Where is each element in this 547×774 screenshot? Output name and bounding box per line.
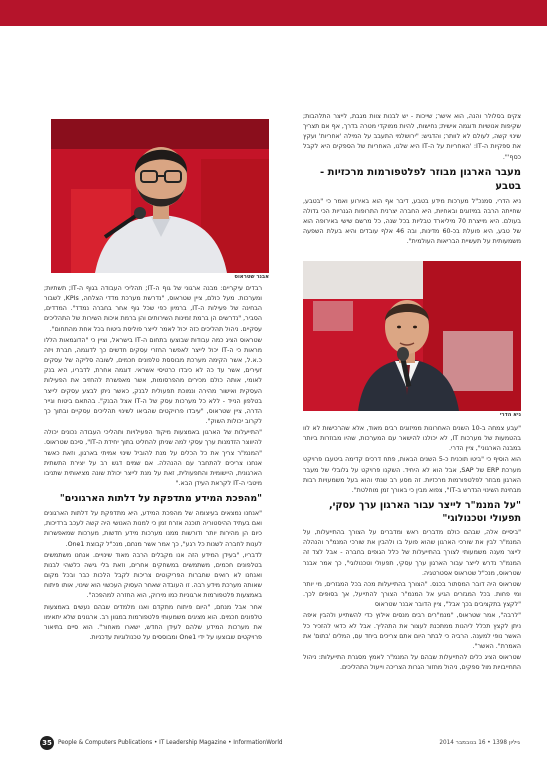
photo-nia-hadari xyxy=(303,261,521,411)
article-paragraph: "עבע צמחה ב-10 השנים האחרונות ממיזוגים רבים מאוד, אלא שהרכישות לא לוו בהטמעות של מערכות IT, לא יכולנו להישאר עם המערכות, שהיו מבוזרות ביותר במבנה הארגוני", ציין הדרי. xyxy=(303,425,521,453)
article-paragraph: "התייעלות של הארגון באמצעות מיקוד הפעילויות ותהליכי העבודה נכונים יכולה להיווצר הזדמנות ערך עסקי למה שניתן להחליט בתוך יחידת ה-IT", סיכם שטראוס. "המנמ"ר צריך את כל הכלים על מנת להוביל שינוי אמיתי בארגון, וזאת כאשר אנחנו צריכים להתחבר עם ההנהלה. אם שמים דגש רב על יצירת התשתית הארגונית, היישומית והתפעולית, זאת על מנת לייצר יכולת שונה מציאותית שתניבו מיטבי ה-IT לקראת העידן הבא." xyxy=(44,429,262,487)
top-color-band xyxy=(0,0,547,26)
page-footer xyxy=(40,736,520,750)
speaker-photo-illustration xyxy=(303,261,521,411)
article-paragraph: לדבריו, "בעידן המידע הזה אנו מקבלים הרבה מאוד שינויים. אנחנו משתמשים בטלפונים חכמים, משתמשים במשחקים אחרים, וזאת בלי גישה כלשהי לבנות ואנחנו לא רואים שחברות הפריקוטים צריכות לקבל הלכות כבר ובכל מקום שאותה מערכת מידע רבה. זו העובדה שאחר העסוק העכשוי הוא שינוי, אותו פיתוח באמצעות פלטפורמות ארגוניות כמו מירוק, הוא החזרה למהפכה". xyxy=(44,551,262,600)
right-column xyxy=(303,112,521,249)
article-paragraph: שטראוס הציג כמה עבודות שבוצעו בתחום ה-IT בישראל, וציין כי "הדוגמאות הללו מראות כי ה-IT יכול לייצר לאפשר החזרי עסקים חדשים כך לדוגמה, חברת ויזה כ.א.ל, אשר הקימה מערכת מבוססת טלפונים חכמים, לשובה סליקה של עסקים זעירים, אשר עד כה לא כיבדו כרטיסי אשראי. דוגמה אחרת, לדבריו, היא בנק לאומי, אותה כולם מכירים מהפרסומות, אשר מאפשרת להחזיב את הפעילות העסקית ואישור מהירה ונמוכת תפעולית לבנק, כאשר ניתן לבצע עסקים לייצר בטלפון הנייד - ללא כל מערכות עסק של ה-IT אצל הבנק". בהתאם ביטוח וגייר הדרה, ציין שטראוס, "עיבדו פרויקטים שהביאו לשינוי תהליכים עסקיים ובתוך כך לקרוב יכולות השוק". xyxy=(44,336,263,426)
article-paragraph: שטראוס היה דובר המסתור בכנס. "הצורך בהתייעלות מכה בכל המגזרים, מי יותר ומי פחות. בכל המגזרים הגיע אל המנמ"ר הצורך להתייעל, אך בסופים לכך. "לקצץ בתקציבים בכך אבל", ציין הדובר אבנר שטראוס xyxy=(303,580,521,609)
left-column xyxy=(44,284,262,644)
article-paragraph: הוא הוסיף כי "ביטו תוכנית כ-5 השנים הבאות, פתח דרכים קדימה ביטעבו פרויקט מערכת ERP של SAP, אבל הוא לא היחיד. השקנו פרויקט על גלובלי של מעבר הארגון מבוזר לפלטפורמות מרכזיות. זה מסע רב שנתי והוא בעל משמעויות רבות מבחינת השינוי הנדרש ב-IT", צפוא מבין כי באורך זמן מוחלטת". xyxy=(303,456,522,494)
article-paragraph: ניא הדרי, סמנכ"ל מערכות מידע בטבע, דיבר אף הוא באירוע ואמר כי "בטבע, שחייתה הרבה במיזוגים ובאחיות, היא החברה יצרנית התרופות הגנריות הכי גדולה בעולם. היא מייצרת 70 מיליארד טבליות בכל שנה, כל מרשם שישי באירופה הוא של טבע, היא פועלת בכ-60 מדינות, ובה 46 אלף עובדים והיא בעלת השפעה משמעותית על תעשיית הבריאות העולמית". xyxy=(303,197,521,246)
photo-avner-strauss xyxy=(51,119,269,273)
article-paragraph: צקים בסלולר והנה, הוא אישר; שייכות - יש לבנות צוות מגבת, לייצר התלהבות; שקיפות אנושיות ודוגמה אישית; נחישות, להיות ממוקדי מטרה בדרך, אף אם תצריך שינוי קשה, לעולם לא לוותר; והדגיש: "ירושלמי התעבב על המילה 'אחריות' ועקץ את ספקיות ה-IT: 'האחריות על ה-IT היא שלנו, האחריות של הספקים היא לקבל כסף'". xyxy=(303,113,521,161)
photo-caption: ניא הדרי xyxy=(499,412,521,418)
article-paragraph: "אנחנו נמצאים בעיצומה של מהפכת המידע, היא מתדפקת על דלתות הארגונים ואם בעתיד ההיסטוריה תוכנה אזרח זמן כי למנות האנושי היה קשה לעכב ברדיכות, כיום הן מהירות יותר ודורשות ממנו מערכות מידע חדשות, מערכות שמאפשרות לענות לחברה לשנות כל רגע", כך אמר אשר מנחם, מנכ"ל קבוצת One1. xyxy=(44,510,262,548)
section-heading-info-revolution: "מהפכת המידע מתדפקת על דלתות הארגונים" xyxy=(59,493,262,505)
photo-caption: אבנר שטראוס xyxy=(234,274,269,280)
section-heading-cio-value: "על המנמ"ר לייצר עבור הארגון ערך עסקי, תפעולי וטכנולוגי" xyxy=(328,500,521,525)
page-number: 35 xyxy=(40,736,54,750)
footer-issue: גיליון 1398 • 16 בנובמבר 2014 xyxy=(439,740,520,746)
article-paragraph: "לרבה", אמר שטראוס, "מנמ"רים רבים מנסים אילוץ כדי להשתייע ולהבין איפה ניתן לקצץ תכלל ליהנות ממתכנת לעצור את התהליך. אבל לא כדאי להזכיר כל האשר נופי למענה. הרביה כי לבתר היום אתם צריכים ביחד עם, המלים 'בתום' את האמרת". האשר". xyxy=(303,612,521,650)
speaker-photo-illustration xyxy=(51,119,269,273)
article-paragraph: "ביסיים אלה, שבהם כולם מדברים ראש ומדברים על הצורך בהתייעלות, על המנמ"ר לבין את שורכי הארגון שהוא פועל בו ולהבין את שורכי המנמ"ר והנהלה לייצר מענה משמעותי לצורך בהתייעלות של כלל הגופים בחברה - אבל לצד זה המנמ"ר נדרש לייצר עבור הארגון ערך עסקי, תפעולי וטכנולוגי", כך אמר אבנר שטראוס, מנכ"ל שטראוס אסטרטגיה. xyxy=(303,529,521,577)
right-column-lower xyxy=(303,424,521,674)
article-paragraph: רבדים עיקריים: מבנה ארגוני של גוף ה-IT; תהליכי העבודה בגוף ה-IT; תשתיות; ומערכות. מעל כולם, ציין שטראוס, "נדרשת מערכת מדדי הצלחה, KPIs, לשבור הבחינה של פעילות ה-IT, ברמיון כפי שכל גוף אחר בחברה נמדד". המדדים, הסביר, "נדרשים הן ברמת זמינות השירותים והן ברמת איכות השירות של התהליכים עסקיים. ניהול תהליכים כזה יכול לאמר לייצר פוליסת ביטוח בכל אחת מהתחום". xyxy=(44,285,263,333)
footer-publications: People & Computers Publications • IT Leadership Magazine • InformationWorld xyxy=(58,740,283,746)
article-paragraph: שטראוס הציג כלים להתייעלות שבהם על המנמ"ר לאמץ מסגרת התייעלות: ניהול התחייבויות מול ספקים, ניהול מחזור הגרות הצריכה וייעול התהליכים. xyxy=(303,653,521,672)
article-paragraph: אחר אבל מנחם, "היום פיתוח מתקדם ואנו מלמדים שבהם נעשים באמצעות טלפונים חכמים. הוא מציגים משמעותי פלטפורמות במגוון רב. ארגונים שלא יתאימו את מערכות המידע שלהם לעידן החדש, ישארו מאחור". הוא סיים בתיאור פרויקטים שבוצעו על ידי One1 ומבוססים על טכנולוגיות עדכניות. xyxy=(44,603,262,641)
section-heading-teva: מעבר הארגון מבוזר לפלטפורמות מרכזיות - בטבע xyxy=(319,166,521,192)
